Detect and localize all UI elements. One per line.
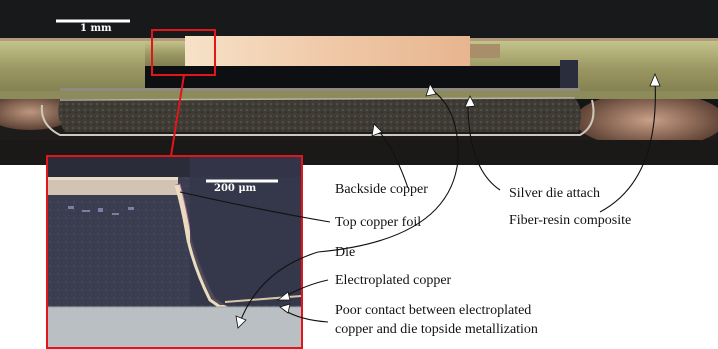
label-top-copper-foil: Top copper foil [335,215,422,230]
label-poor-contact-line2: copper and die topside metallization [335,322,538,337]
label-poor-contact-line1: Poor contact between electroplated [335,303,532,318]
inset-image [47,156,302,349]
inset-scale-label: 200 μm [214,183,257,194]
label-backside-copper: Backside copper [335,182,428,197]
label-silver-die-attach: Silver die attach [509,186,600,201]
label-die: Die [335,245,356,260]
main-scale-label: 1 mm [80,23,112,34]
label-fiber-resin-composite: Fiber-resin composite [509,213,632,228]
label-electroplated-copper: Electroplated copper [335,273,452,288]
